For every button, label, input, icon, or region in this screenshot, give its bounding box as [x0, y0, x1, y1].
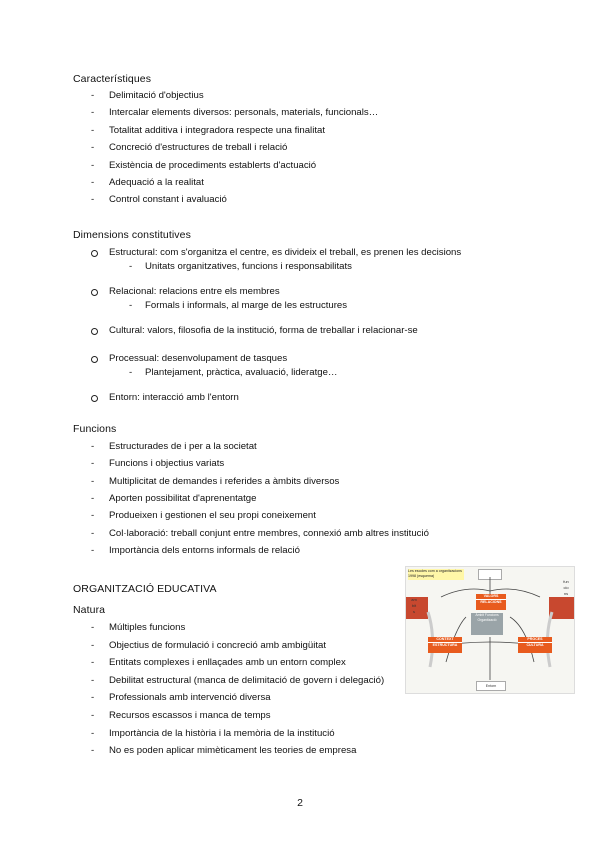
list-item: Concreció d'estructures de treball i relació	[109, 142, 288, 154]
bullet-dash: -	[91, 727, 95, 739]
diagram-box-valors-sub: RELACIONS	[476, 599, 506, 605]
dimension-item: Relacional: relacions entre els membres	[109, 286, 280, 297]
section-heading-caracteristiques: Característiques	[73, 73, 152, 85]
list-item: Intercalar elements diversos: personals, materials, funcionals…	[109, 107, 379, 119]
bullet-dash: -	[91, 745, 95, 757]
bullet-dash: -	[91, 639, 95, 651]
list-item: No es poden aplicar mimèticament les teories de empresa	[109, 745, 357, 757]
bullet-dash: -	[129, 300, 133, 311]
list-item: Importància de la història i la memòria de la institució	[109, 727, 335, 739]
list-item: Professionals amb intervenció diversa	[109, 692, 271, 704]
bullet-dash: -	[91, 107, 95, 119]
bullet-dash: -	[91, 458, 95, 470]
bullet-dash: -	[91, 492, 95, 504]
bullet-dash: -	[91, 142, 95, 154]
list-item: Produeixen i gestionen el seu propi coneixement	[109, 510, 316, 522]
bullet-dash: -	[129, 367, 133, 378]
section-subheading-natura: Natura	[73, 604, 106, 616]
list-item: Col·laboració: treball conjunt entre membres, connexió amb altres institució	[109, 527, 429, 539]
bullet-dash: -	[91, 510, 95, 522]
dimension-item: Processual: desenvolupament de tasques	[109, 353, 288, 364]
diagram-bottom-box: Entorn	[476, 681, 506, 691]
bullet-circle	[91, 250, 98, 257]
section-heading-funcions: Funcions	[73, 423, 117, 435]
list-item: Recursos escassos i manca de temps	[109, 710, 271, 721]
bullet-dash: -	[91, 622, 95, 633]
bullet-dash: -	[91, 527, 95, 539]
bullet-dash: -	[91, 159, 95, 171]
bullet-dash: -	[91, 194, 95, 206]
dimension-item: Entorn: interacció amb l'entorn	[109, 392, 239, 403]
dimension-subitem: Plantejament, pràctica, avaluació, lideratge…	[145, 367, 338, 378]
bullet-dash: -	[91, 544, 95, 556]
list-item: Debilitat estructural (manca de delimitació de govern i delegació)	[109, 674, 385, 686]
diagram-box-left	[428, 637, 462, 653]
bullet-dash: -	[91, 674, 95, 686]
section-heading-organitzacio: ORGANITZACIÓ EDUCATIVA	[73, 583, 217, 595]
diagram-box-left-sub: ESTRUCTURA	[428, 642, 462, 648]
diagram-box-valors-label: VALORS	[483, 594, 499, 598]
diagram-side-right: funcions	[563, 579, 569, 596]
dimension-item: Estructural: com s'organitza el centre, es divideix el treball, es prenen les decisions	[109, 247, 462, 258]
section-heading-dimensions: Dimensions constitutives	[73, 229, 191, 241]
list-item: Importància dels entorns informals de relació	[109, 544, 300, 556]
list-item: Entitats complexes i enllaçades amb un entorn complex	[109, 657, 346, 669]
bullet-dash: -	[91, 475, 95, 487]
bullet-circle	[91, 395, 98, 402]
list-item: Existència de procediments establerts d'actuació	[109, 159, 317, 171]
list-item: Totalitat additiva i integradora respecte una finalitat	[109, 124, 325, 136]
bullet-circle	[91, 356, 98, 363]
diagram-side-left: ambits	[411, 597, 417, 614]
diagram-box-right	[518, 637, 552, 653]
bullet-dash: -	[91, 692, 95, 704]
bullet-dash: -	[91, 90, 95, 101]
diagram-note: Les escoles com a organitzacions 1998 (esquema)	[408, 569, 464, 580]
list-item: Multiplicitat de demandes i referides a àmbits diversos	[109, 475, 340, 487]
list-item: Aporten possibilitat d'aprenentatge	[109, 492, 257, 504]
bullet-dash: -	[91, 177, 95, 188]
bullet-dash: -	[91, 657, 95, 669]
diagram-box-right-sub: CULTURA	[518, 642, 552, 648]
list-item: Estructurades de i per a la societat	[109, 441, 257, 452]
bullet-dash: -	[91, 441, 95, 452]
diagram-box-left-label: CONTEXT	[436, 637, 454, 641]
organization-diagram	[405, 566, 575, 694]
diagram-center-box: Àmbit Funcions Organització	[471, 613, 503, 635]
dimension-item: Cultural: valors, filosofia de la institució, forma de treballar i relacionar-se	[109, 325, 418, 336]
page-number: 2	[297, 797, 303, 809]
bullet-dash: -	[91, 710, 95, 721]
list-item: Objectius de formulació i concreció amb ambigüitat	[109, 639, 327, 651]
bullet-dash: -	[129, 261, 133, 272]
dimension-subitem: Unitats organitzatives, funcions i responsabilitats	[145, 261, 352, 272]
bullet-dash: -	[91, 124, 95, 136]
list-item: Delimitació d'objectius	[109, 90, 204, 101]
bullet-circle	[91, 328, 98, 335]
diagram-box-right-label: PROCES	[527, 637, 543, 641]
dimension-subitem: Formals i informals, al marge de les estructures	[145, 300, 348, 311]
list-item: Funcions i objectius variats	[109, 458, 225, 470]
diagram-box-valors	[476, 594, 506, 610]
list-item: Control constant i avaluació	[109, 194, 227, 206]
list-item: Múltiples funcions	[109, 622, 186, 633]
bullet-circle	[91, 289, 98, 296]
list-item: Adequació a la realitat	[109, 177, 204, 188]
